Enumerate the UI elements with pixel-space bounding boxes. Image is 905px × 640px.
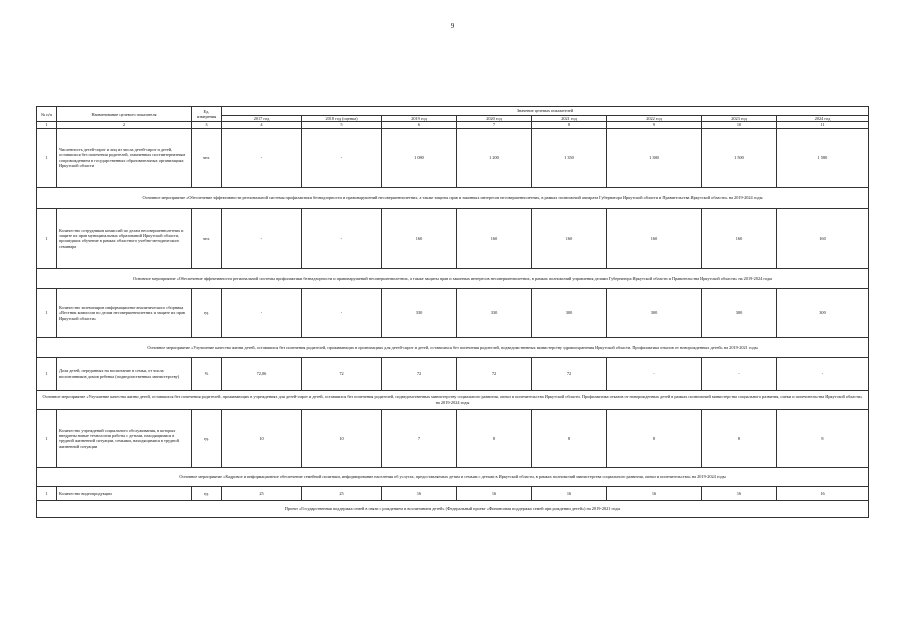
- row-value: 10: [222, 409, 302, 467]
- table-row: [37, 357, 869, 390]
- column-number: 2: [57, 122, 192, 128]
- column-number: 3: [192, 122, 222, 128]
- row-value: -: [702, 357, 777, 390]
- column-number: 7: [457, 122, 532, 128]
- section-title: Основное мероприятие «Улучшение качества жизни детей, оставшихся без попечения родителей, проживающих в организациях для детей-сирот и детей, оставшихся без попечения родителей, подведомственных министерству здравоохранения Иркутской области. Профилактика отказов от новорожденных детей» на 2019-2021 годы: [37, 337, 869, 357]
- row-value: 8: [702, 409, 777, 467]
- row-name: Количество сотрудников комиссий по делам несовершеннолетних и защите их прав муниципальных образований Иркутской области, прошедших обучение в рамках областного учебно-методического семинара: [57, 208, 192, 268]
- section-title: Основное мероприятие «Обеспечение эффективности региональной системы профилактики безнадзорности и правонарушений несовершеннолетних, а также защиты прав и законных интересов несовершеннолетних, в рамках полномочий аппарата Губернатора Иркутской области и Правительства Иркутской области» на 2019-2024 годы: [37, 187, 869, 208]
- section-row: [37, 268, 869, 288]
- column-number: 8: [532, 122, 607, 128]
- row-value: 16: [777, 486, 869, 500]
- row-name: Количество видеопродукции: [57, 486, 192, 500]
- column-number: 4: [222, 122, 302, 128]
- table-row: [37, 208, 869, 268]
- header-year: 2023 год: [702, 116, 777, 122]
- row-value: 72: [532, 357, 607, 390]
- row-value: -: [222, 288, 302, 337]
- row-value: 1 380: [607, 128, 702, 187]
- row-value: -: [607, 357, 702, 390]
- row-num: 1: [37, 208, 57, 268]
- row-value: 72: [302, 357, 382, 390]
- page-number: 9: [450, 22, 455, 30]
- row-value: 330: [382, 288, 457, 337]
- row-value: 330: [457, 288, 532, 337]
- row-value: 1 500: [702, 128, 777, 187]
- section-row: [37, 337, 869, 357]
- row-value: 160: [457, 208, 532, 268]
- column-number: 6: [382, 122, 457, 128]
- row-value: 300: [532, 288, 607, 337]
- row-value: 160: [532, 208, 607, 268]
- column-number: 1: [37, 122, 57, 128]
- row-unit: %: [192, 357, 222, 390]
- row-value: 7: [382, 409, 457, 467]
- row-value: 300: [702, 288, 777, 337]
- column-number: 9: [607, 122, 702, 128]
- row-unit: ед.: [192, 409, 222, 467]
- row-value: 160: [777, 208, 869, 268]
- header-row: [37, 107, 869, 116]
- section-title: Проект «Государственная поддержка семей в связи с рождением и воспитанием детей» (Федеральный проект «Финансовая поддержка семей при рождении детей») на 2019-2021 годы: [37, 500, 869, 517]
- column-number: 11: [777, 122, 869, 128]
- row-num: 1: [37, 288, 57, 337]
- row-name: Количество экземпляров информационно-аналитического сборника «Вестник комиссии по делам несовершеннолетних и защите их прав Иркутской области»: [57, 288, 192, 337]
- row-value: 72,06: [222, 357, 302, 390]
- header-year: 2021 год: [532, 116, 607, 122]
- table-row: [37, 288, 869, 337]
- header-year: 2024 год: [777, 116, 869, 122]
- section-row: [37, 187, 869, 208]
- section-row: [37, 390, 869, 409]
- row-num: 1: [37, 409, 57, 467]
- row-name: Доля детей, переданных на воспитание в семьи, от числа воспитанников домов ребенка (подведомственных министерству): [57, 357, 192, 390]
- row-value: 16: [702, 486, 777, 500]
- row-value: 1 350: [532, 128, 607, 187]
- row-value: 300: [607, 288, 702, 337]
- row-value: -: [222, 208, 302, 268]
- row-value: 16: [457, 486, 532, 500]
- section-row: [37, 467, 869, 486]
- row-value: 8: [777, 409, 869, 467]
- row-value: -: [302, 128, 382, 187]
- row-num: 1: [37, 128, 57, 187]
- row-num: 1: [37, 486, 57, 500]
- row-value: 1 200: [457, 128, 532, 187]
- table-row: [37, 486, 869, 500]
- row-value: -: [302, 208, 382, 268]
- row-value: 16: [532, 486, 607, 500]
- row-value: 8: [607, 409, 702, 467]
- row-unit: чел.: [192, 208, 222, 268]
- row-value: 25: [302, 486, 382, 500]
- column-number: 5: [302, 122, 382, 128]
- header-num: № п/п: [37, 107, 57, 122]
- row-value: -: [222, 128, 302, 187]
- row-value: 8: [457, 409, 532, 467]
- section-title: Основное мероприятие «Кадровое и информационное обеспечение семейной политики, информирование населения об услугах, предоставляемых детям и семьям с детьми в Иркутской области, в рамках полномочий министерства социального развития, опеки и попечительства» на 2019-2024 годы: [37, 467, 869, 486]
- row-value: 1 580: [777, 128, 869, 187]
- row-value: -: [777, 357, 869, 390]
- header-year: 2020 год: [457, 116, 532, 122]
- row-value: 16: [607, 486, 702, 500]
- row-value: 160: [382, 208, 457, 268]
- table-row: [37, 128, 869, 187]
- section-title: Основное мероприятие «Улучшение качества жизни детей, оставшихся без попечения родителей, проживающих в учреждениях для детей-сирот и детей, оставшихся без попечения родителей, подведомственных министерству социального развития, опеки и попечительства Иркутской области. Профилактика отказов от новорожденных детей в рамках полномочий министерства социального развития, опеки и попечительства Иркутской области» на 2019-2024 годы: [37, 390, 869, 409]
- row-value: 25: [222, 486, 302, 500]
- row-unit: ед.: [192, 486, 222, 500]
- column-number: 10: [702, 122, 777, 128]
- row-value: 300: [777, 288, 869, 337]
- row-value: 72: [457, 357, 532, 390]
- row-name: Количество учреждений социального обслуживания, в которых внедрены новые технологии работы с детьми, находящимися в трудной жизненной ситуации, семьями, находящимися в трудной жизненной ситуации: [57, 409, 192, 467]
- header-values-group: Значение целевых показателей: [222, 107, 869, 116]
- row-value: -: [302, 288, 382, 337]
- row-value: 8: [532, 409, 607, 467]
- row-value: 160: [702, 208, 777, 268]
- header-year: 2017 год: [222, 116, 302, 122]
- row-unit: чел.: [192, 128, 222, 187]
- header-year: 2018 год (оценка): [302, 116, 382, 122]
- row-value: 160: [607, 208, 702, 268]
- header-year: 2022 год: [607, 116, 702, 122]
- row-value: 1 080: [382, 128, 457, 187]
- section-title: Основное мероприятие «Обеспечение эффективности региональной системы профилактики безнадзорности и правонарушений несовершеннолетних, а также защиты прав и законных интересов несовершеннолетних, в рамках полномочий управления делами Губернатора Иркутской области и Правительства Иркутской области» на 2019-2024 годы: [37, 268, 869, 288]
- header-unit: Ед. измерения: [192, 107, 222, 122]
- indicators-table: [36, 106, 869, 518]
- header-year: 2019 год: [382, 116, 457, 122]
- row-value: 16: [382, 486, 457, 500]
- section-row: [37, 500, 869, 517]
- row-value: 10: [302, 409, 382, 467]
- row-num: 1: [37, 357, 57, 390]
- row-unit: ед.: [192, 288, 222, 337]
- row-name: Численность детей-сирот и лиц из числа детей-сирот и детей, оставшихся без попечения родителей, охваченных постинтернатным сопровождением в государственных образовательных организациях Иркутской области: [57, 128, 192, 187]
- header-name: Наименование целевого показателя: [57, 107, 192, 122]
- row-value: 72: [382, 357, 457, 390]
- table-row: [37, 409, 869, 467]
